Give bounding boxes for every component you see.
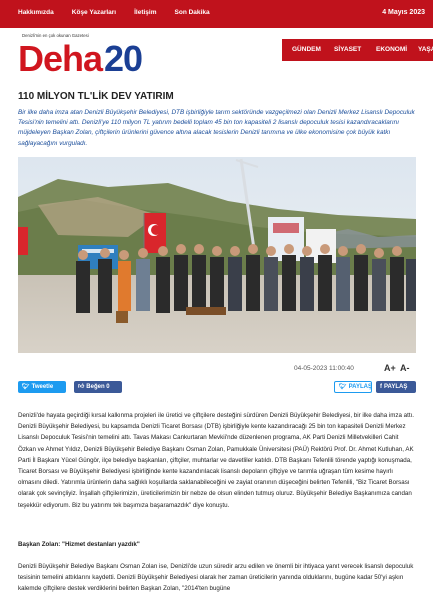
main-nav-ekonomi[interactable]: EKONOMİ	[376, 46, 408, 53]
share-twitter-label: PAYLAŞ	[348, 384, 372, 390]
like-label: Beğen 0	[86, 384, 110, 390]
twitter-icon: 🐦︎	[339, 384, 347, 390]
article-subheading: Başkan Zolan: "Hizmet destanları yazdık"	[18, 541, 140, 548]
site-logo[interactable]	[18, 33, 168, 83]
main-nav-yasam[interactable]: YAŞA	[418, 46, 435, 53]
thumbs-up-icon: 👍︎	[78, 384, 85, 390]
article-body-paragraph-1: Denizli'de hayata geçirdiği kırsal kalkınma projeleri ile üretici ve çiftçilere desteğini sürdüren Denizli Büyükşehir Belediyesi, bir ilke daha imza attı. Denizli Büyükşehir Belediyesi, bu kapsamda Denizli Ticaret Borsası (DTB) işbirliğiyle kente kazandıracağı 25 bin ton kapasiteli Denizli Merkez Lisanslı Depoculuk Tesisi'nin temelini attı. Tavas Makası Cankurtaran Mevkii'nde düzenlenen programa, AK Parti Denizli Milletvekilleri Cahit Özkan ve Ahmet Yıldız, Denizli Büyükşehir Belediye Başkanı Osman Zolan, Pamukkale Üniversitesi (PAÜ) Rektörü Prof. Dr. Ahmet Kutluhan, AK Parti İl Başkanı Yücel Güngör, ilçe belediye başkanları, çiftçiler, muhtarlar ve davetliler katıldı. DTB Başkanı Tefenlili törende yaptığı konuşmada, Ticaret Borsası ve Büyükşehir Belediyesi işbirliğinde kente kazandırılacak lisanslı depoların çiftçiye ve tarımla uğraşan tüm kesime hayırlı olmasını diledi. Yatırımla ürünlerin daha sağlıklı koşullarda saklanabileceğini ve zayiat oranının düşeceğini belirten Tefenlili, "Biz Ticaret Borsası olarak çok sevinçliyiz. İnşallah çiftçilerimizin, üreticilerimizin bir nebze de olsun elinden tutmuş oluruz. Büyükşehir Belediye Başkanımıza candan teşekkür ediyorum. Biz bu yatırımı tek başımıza başaramazdık" diye konuştu.	[18, 412, 414, 509]
share-bar	[0, 378, 433, 398]
logo-text-deha: Deha	[18, 38, 103, 79]
font-decrease-button[interactable]: A-	[400, 363, 410, 373]
tweet-label: Tweetle	[31, 384, 54, 390]
main-nav	[282, 39, 433, 61]
main-nav-siyaset[interactable]: SİYASET	[334, 46, 362, 53]
tweet-button[interactable]	[18, 381, 66, 393]
article-photo	[18, 157, 416, 353]
logo-text-20: 20	[104, 38, 143, 79]
twitter-bird-icon: 🐦︎	[22, 384, 30, 390]
logo-tagline: Denizli'nin en çok okunan Gazetesi	[22, 33, 89, 38]
nav-link-hakkimizda[interactable]: Hakkımızda	[18, 9, 54, 16]
nav-link-iletisim[interactable]: İletişim	[134, 9, 157, 16]
ceremony-photo-illustration	[18, 157, 416, 353]
top-nav	[18, 9, 210, 16]
article-title: 110 MİLYON TL'LİK DEV YATIRIM	[18, 91, 174, 102]
main-nav-gundem[interactable]: GÜNDEM	[292, 46, 321, 53]
facebook-like-button[interactable]	[74, 381, 122, 393]
font-increase-button[interactable]: A+	[384, 363, 396, 373]
article-timestamp: 04-05-2023 11:00:40	[294, 365, 354, 372]
nav-link-kose-yazarlari[interactable]: Köşe Yazarları	[71, 9, 117, 16]
article-spot: Bir ilke daha imza atan Denizli Büyükşehir Belediyesi, DTB işbirliğiyle tarım sektöründe vazgeçilmezi olan Denizli Merkez Lisanslı Depoculuk Tesisi'nin temelini attı. Denizli'ye 110 milyon TL yatırım bedelli toplam 45 bin ton kapasiteli 2 lisanslı depoculuk tesisi kazandıracaklarını müjdeleyen Başkan Zolan, çiftçilerin ürünlerini güvence altına alacak tesislerin Denizli tarımına ve ülke ekonomisine çok büyük katkı sağlayacağını vurguladı.	[18, 109, 415, 147]
top-bar	[0, 0, 433, 28]
share-twitter-button[interactable]	[334, 381, 372, 393]
facebook-icon: f	[380, 384, 382, 390]
nav-link-son-dakika[interactable]: Son Dakika	[174, 9, 210, 16]
share-facebook-button[interactable]	[376, 381, 416, 393]
share-facebook-label: PAYLAŞ	[384, 384, 408, 390]
current-date: 4 Mayıs 2023	[382, 9, 425, 16]
article-body-paragraph-2: Denizli Büyükşehir Belediye Başkanı Osman Zolan ise, Denizli'de uzun süredir arzu edilen ve önemli bir ihtiyaca yanıt verecek lisanslı depoculuk tesisinin temelini attıklarını kaydetti. Denizli Büyükşehir Belediyesi olarak her zaman üreticilerin yanında olduklarını, bugüne kadar 50'yi aşkın kalemde çiftçilere destek verdiklerini belirten Başkan Zolan, "2014'ten bugüne	[18, 563, 414, 593]
